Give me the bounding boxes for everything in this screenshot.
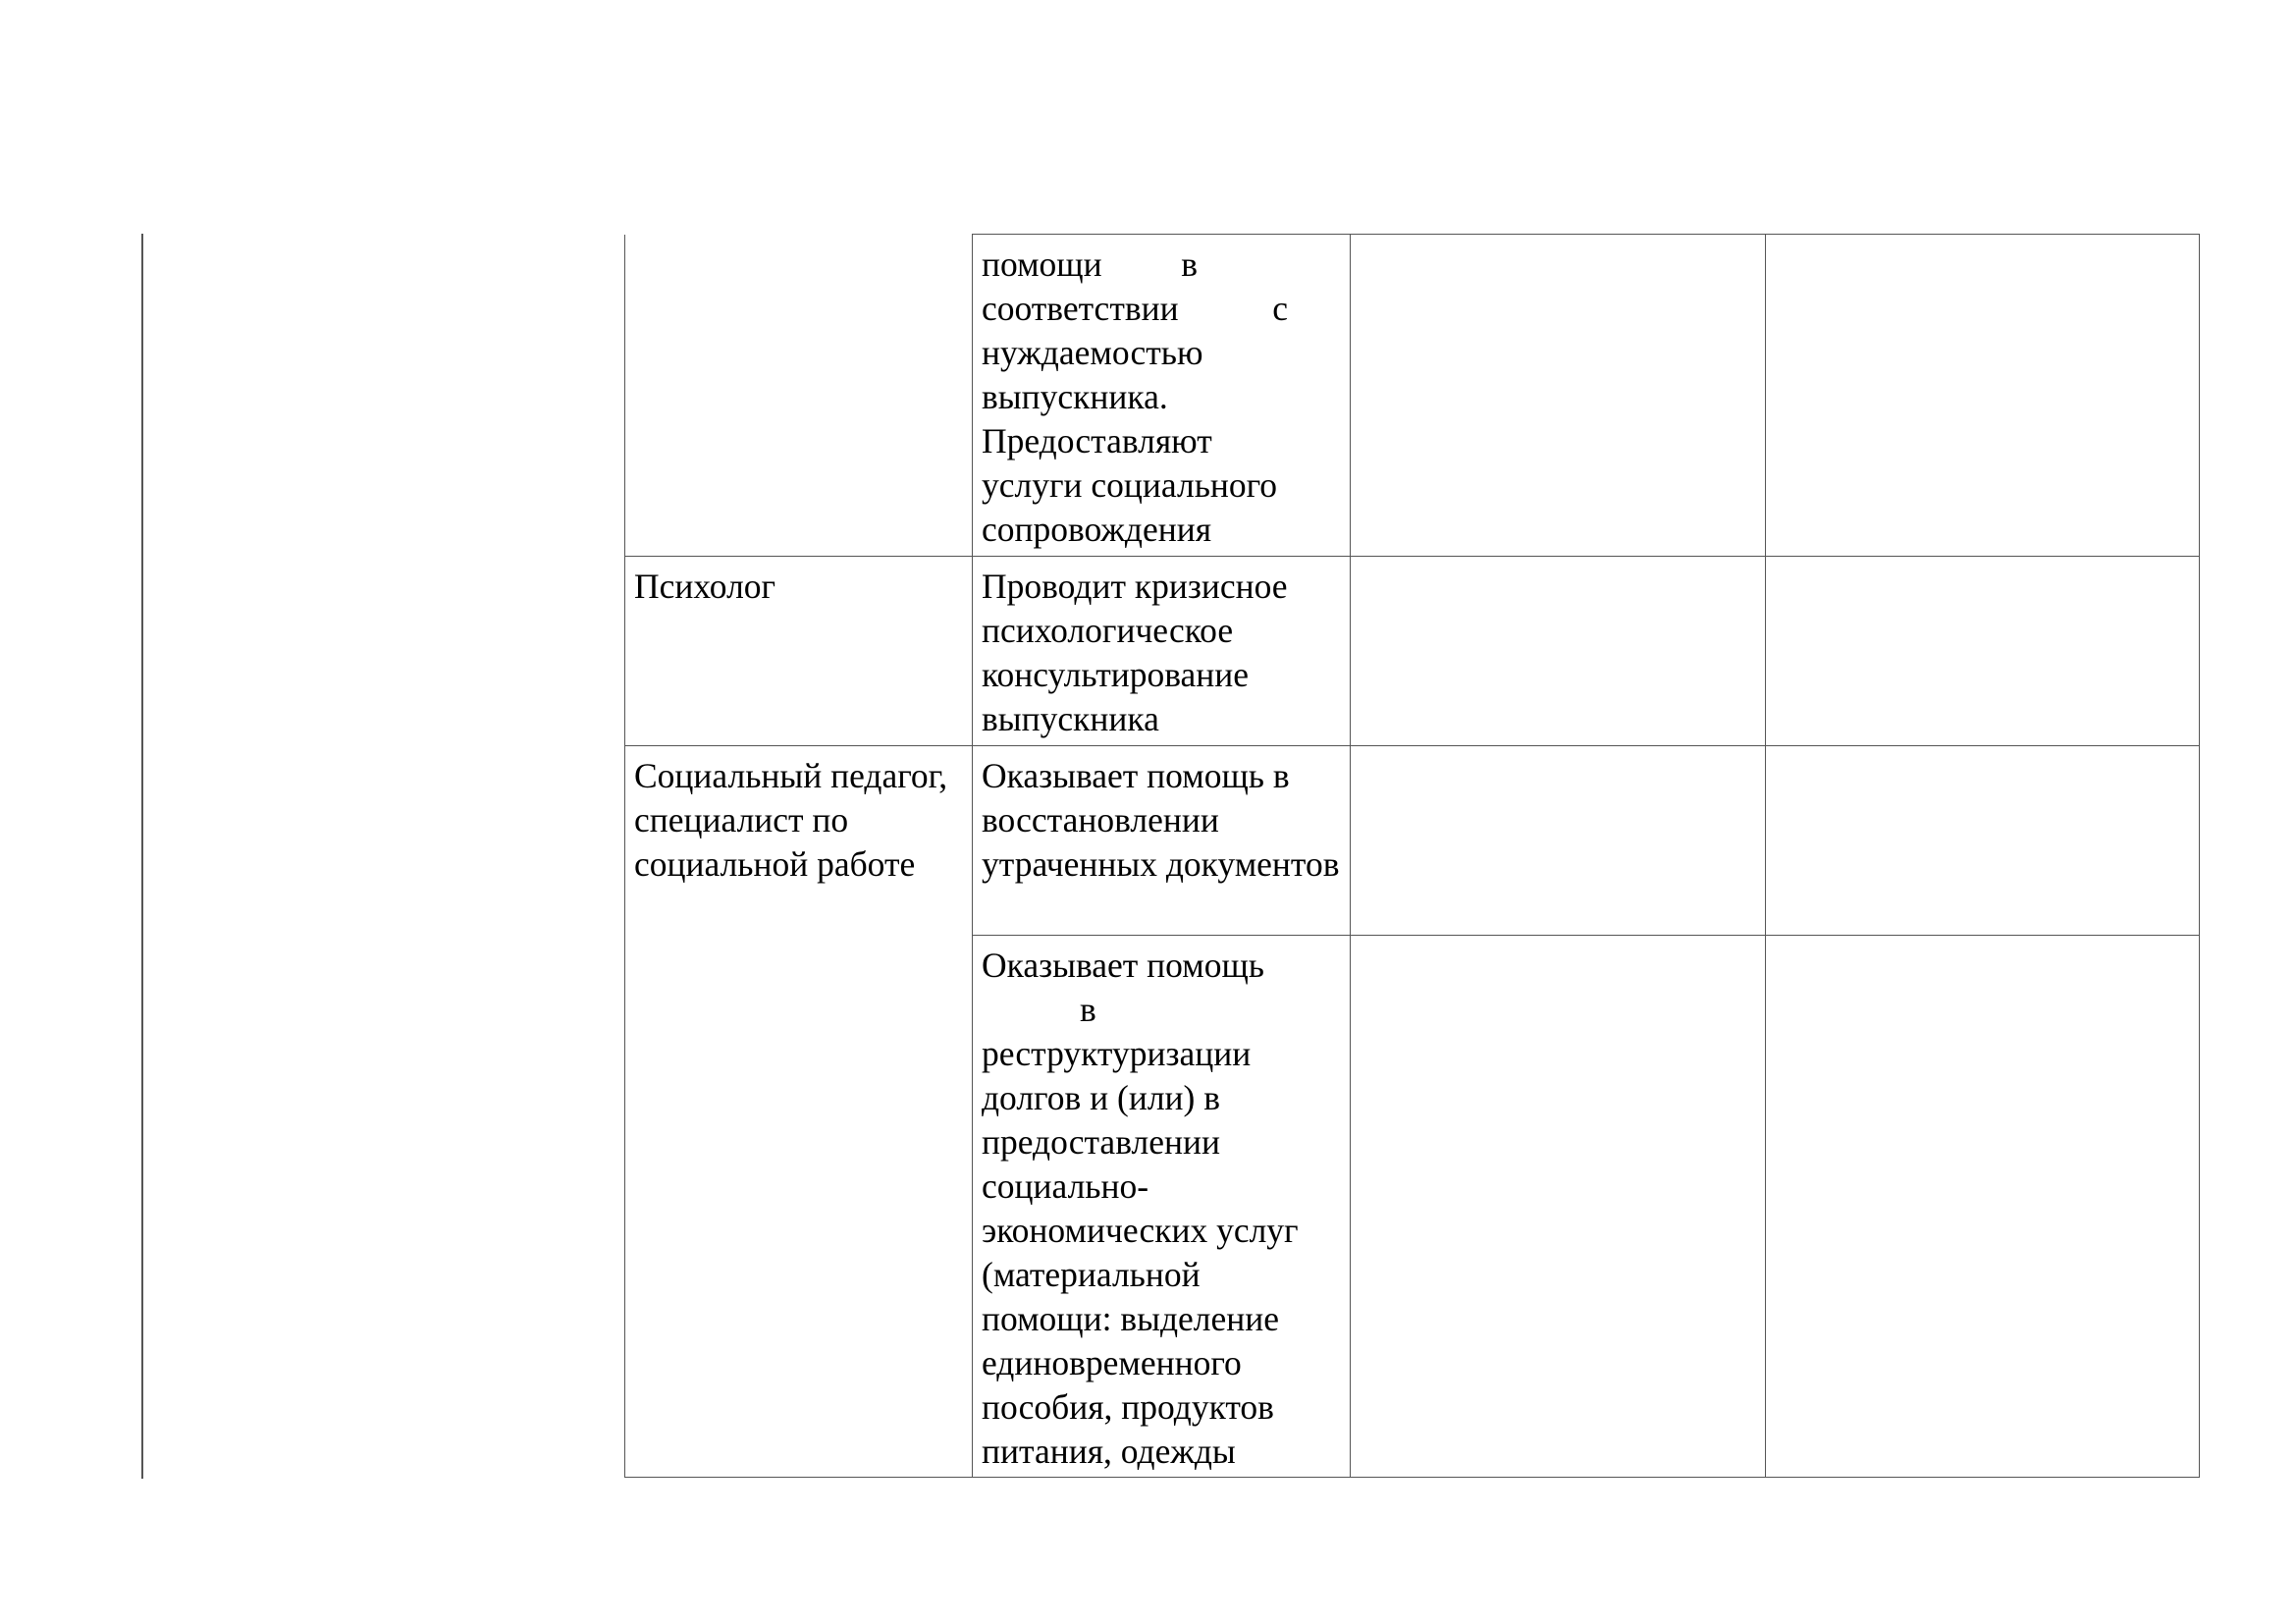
role-cell <box>625 746 973 1478</box>
description-line: экономических услуг <box>982 1211 1299 1250</box>
empty-cell <box>1766 746 2200 936</box>
description-line: в <box>1080 990 1096 1029</box>
description-line: выпускника. <box>982 377 1168 416</box>
description-line: долгов и (или) в <box>982 1078 1220 1117</box>
table-row <box>625 746 2200 936</box>
empty-cell <box>1351 557 1766 746</box>
description-line: питания, одежды <box>982 1432 1236 1471</box>
table-row <box>625 235 2200 557</box>
description-line: (материальной <box>982 1255 1201 1294</box>
description-line: Оказывает помощь <box>982 946 1264 985</box>
description-line: услуги социального <box>982 465 1278 505</box>
description-line: социально- <box>982 1166 1149 1206</box>
description-line: Предоставляют <box>982 421 1212 460</box>
role-text: Социальный педагог, специалист по социальной работе <box>634 756 948 884</box>
empty-cell <box>1351 936 1766 1478</box>
description-line: единовременного <box>982 1343 1242 1382</box>
description-cell <box>973 936 1351 1478</box>
empty-cell <box>1766 557 2200 746</box>
description-line: помощи в <box>982 244 1198 284</box>
description-line: нуждаемостью <box>982 333 1203 372</box>
description-line: реструктуризации <box>982 1034 1252 1073</box>
description-cell <box>973 746 1351 936</box>
description-line: соответствии с <box>982 289 1288 328</box>
description-text: Проводит кризисное психологическое консультирование выпускника <box>982 567 1288 738</box>
role-text: Психолог <box>634 567 776 606</box>
empty-cell <box>1351 746 1766 936</box>
description-cell <box>973 557 1351 746</box>
description-line: пособия, продуктов <box>982 1387 1274 1427</box>
table-row <box>625 557 2200 746</box>
description-line: сопровождения <box>982 510 1212 549</box>
description-line: помощи: выделение <box>982 1299 1280 1338</box>
description-line: предоставлении <box>982 1122 1220 1162</box>
description-cell <box>973 235 1351 557</box>
description-text: Оказывает помощь в восстановлении утраченных документов <box>982 756 1340 884</box>
role-cell <box>625 557 973 746</box>
empty-cell <box>1351 235 1766 557</box>
empty-cell <box>1766 235 2200 557</box>
role-cell <box>625 235 973 557</box>
page-left-rule <box>141 234 143 1479</box>
empty-cell <box>1766 936 2200 1478</box>
document-table <box>624 234 2200 1478</box>
